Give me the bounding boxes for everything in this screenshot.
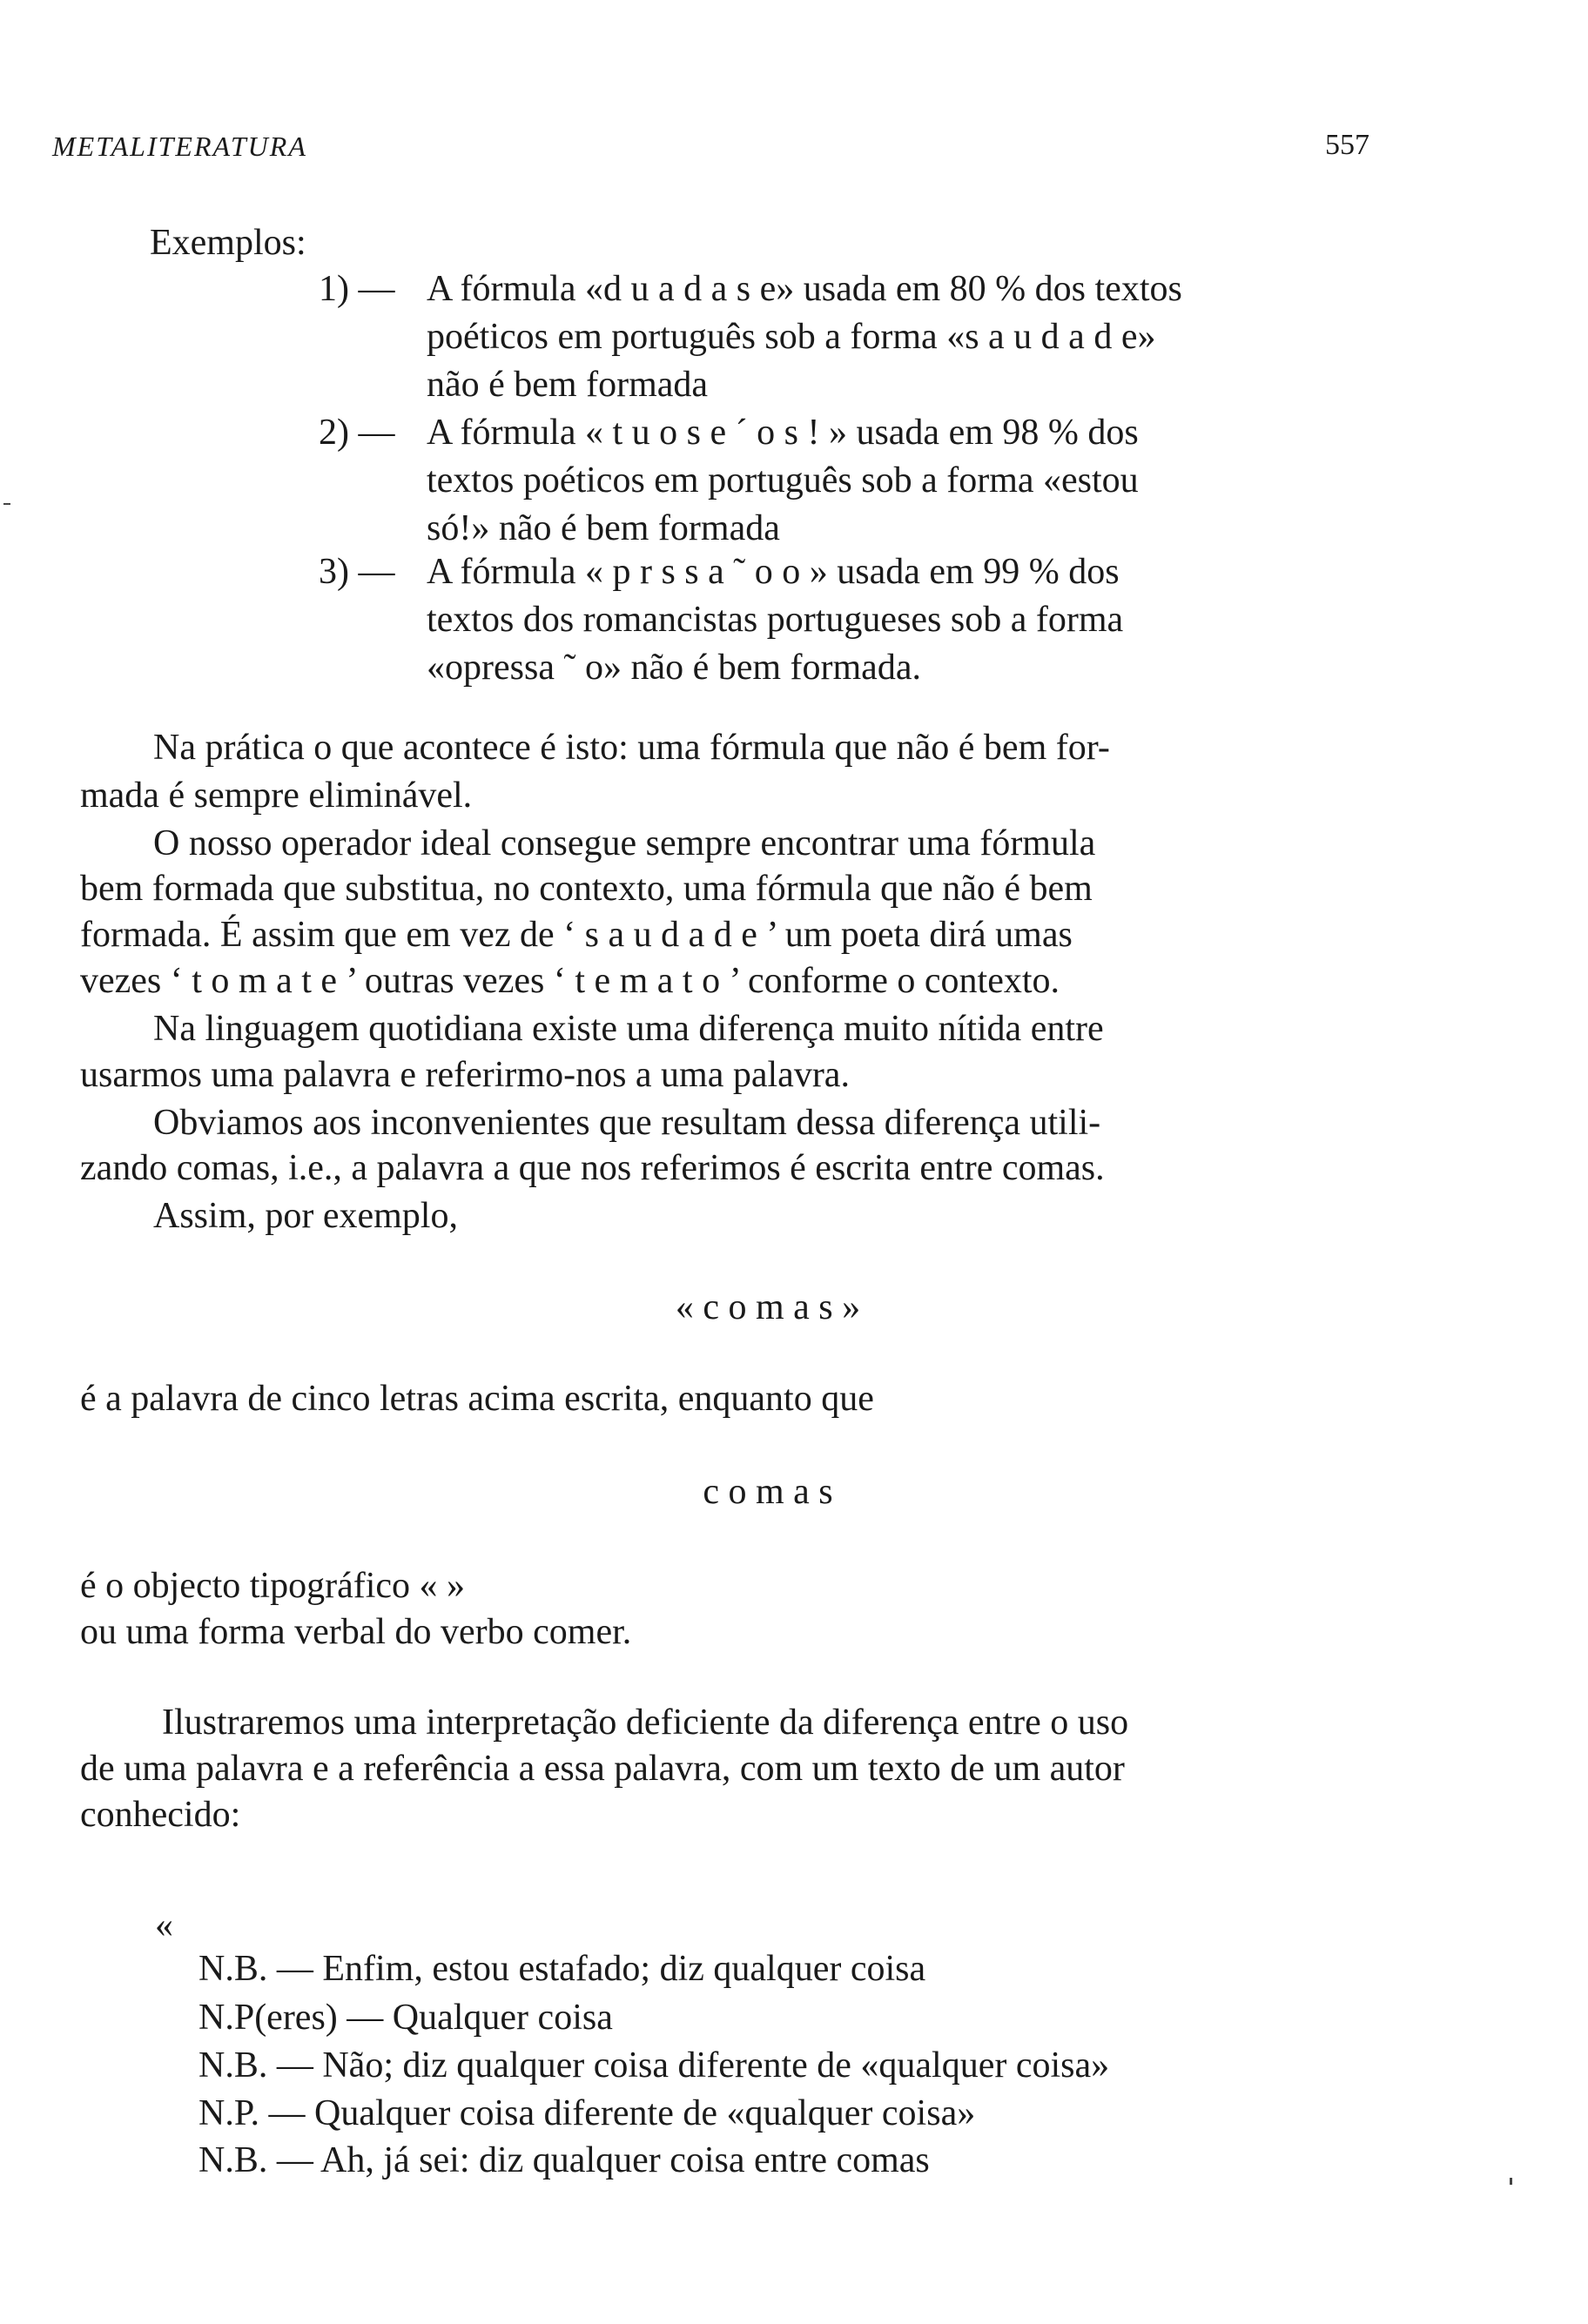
- example-number: 1) —: [319, 269, 395, 309]
- example-line: A fórmula «d u a d a s e» usada em 80 % dos textos: [427, 269, 1182, 309]
- body-line: de uma palavra e a referência a essa palavra, com um texto de um autor: [80, 1749, 1125, 1789]
- dialog-line: N.P. — Qualquer coisa diferente de «qualquer coisa»: [198, 2093, 976, 2133]
- dialog-line: N.P(eres) — Qualquer coisa: [198, 1998, 613, 2038]
- body-line: formada. É assim que em vez de ‘ s a u d a d e ’ um poeta dirá umas: [80, 915, 1073, 955]
- body-line: Assim, por exemplo,: [153, 1196, 458, 1236]
- body-line: Obviamos aos inconvenientes que resultam dessa diferença utili-: [153, 1103, 1101, 1143]
- body-line: usarmos uma palavra e referirmo-nos a uma palavra.: [80, 1055, 850, 1095]
- example-line: A fórmula « p r s s a ˜ o o » usada em 99 % dos: [427, 552, 1120, 592]
- scan-speck: [3, 503, 10, 505]
- examples-heading: Exemplos:: [150, 223, 306, 263]
- scan-speck: [1510, 2178, 1512, 2185]
- example-line: A fórmula « t u o s e ´ o s ! » usada em 98 % dos: [427, 413, 1139, 453]
- body-line: O nosso operador ideal consegue sempre encontrar uma fórmula: [153, 823, 1096, 863]
- running-title: METALITERATURA: [52, 131, 307, 162]
- dialog-line: N.B. — Não; diz qualquer coisa diferente de «qualquer coisa»: [198, 2045, 1110, 2086]
- body-line: bem formada que substitua, no contexto, uma fórmula que não é bem: [80, 869, 1093, 909]
- body-line: ou uma forma verbal do verbo comer.: [80, 1612, 632, 1652]
- dialog-line: N.B. — Enfim, estou estafado; diz qualquer coisa: [198, 1949, 926, 1989]
- body-line: é a palavra de cinco letras acima escrita, enquanto que: [80, 1379, 874, 1419]
- body-line: mada é sempre eliminável.: [80, 776, 473, 816]
- example-line: só!» não é bem formada: [427, 508, 780, 548]
- body-line: vezes ‘ t o m a t e ’ outras vezes ‘ t e m a t o ’ conforme o contexto.: [80, 961, 1060, 1001]
- example-line: não é bem formada: [427, 365, 709, 405]
- example-line: poéticos em português sob a forma «s a u d a d e»: [427, 317, 1156, 357]
- example-line: textos poéticos em português sob a forma «estou: [427, 460, 1139, 500]
- body-line: Na prática o que acontece é isto: uma fórmula que não é bem for-: [153, 728, 1110, 768]
- example-line: «opressa ˜ o» não é bem formada.: [427, 648, 921, 688]
- opening-guillemet: «: [155, 1905, 173, 1945]
- body-line: conhecido:: [80, 1795, 241, 1835]
- example-line: textos dos romancistas portugueses sob a forma: [427, 600, 1124, 640]
- example-number: 2) —: [319, 413, 395, 453]
- dialog-line: N.B. — Ah, já sei: diz qualquer coisa entre comas: [198, 2140, 930, 2180]
- body-line: é o objecto tipográfico « »: [80, 1566, 466, 1606]
- body-line: Ilustraremos uma interpretação deficiente da diferença entre o uso: [162, 1703, 1129, 1743]
- body-line: zando comas, i.e., a palavra a que nos referimos é escrita entre comas.: [80, 1148, 1105, 1188]
- example-number: 3) —: [319, 552, 395, 592]
- plain-word-example: c o m a s: [703, 1472, 833, 1512]
- quoted-word-example: « c o m a s »: [675, 1287, 861, 1327]
- page-number: 557: [1325, 129, 1369, 161]
- body-line: Na linguagem quotidiana existe uma diferença muito nítida entre: [153, 1009, 1104, 1049]
